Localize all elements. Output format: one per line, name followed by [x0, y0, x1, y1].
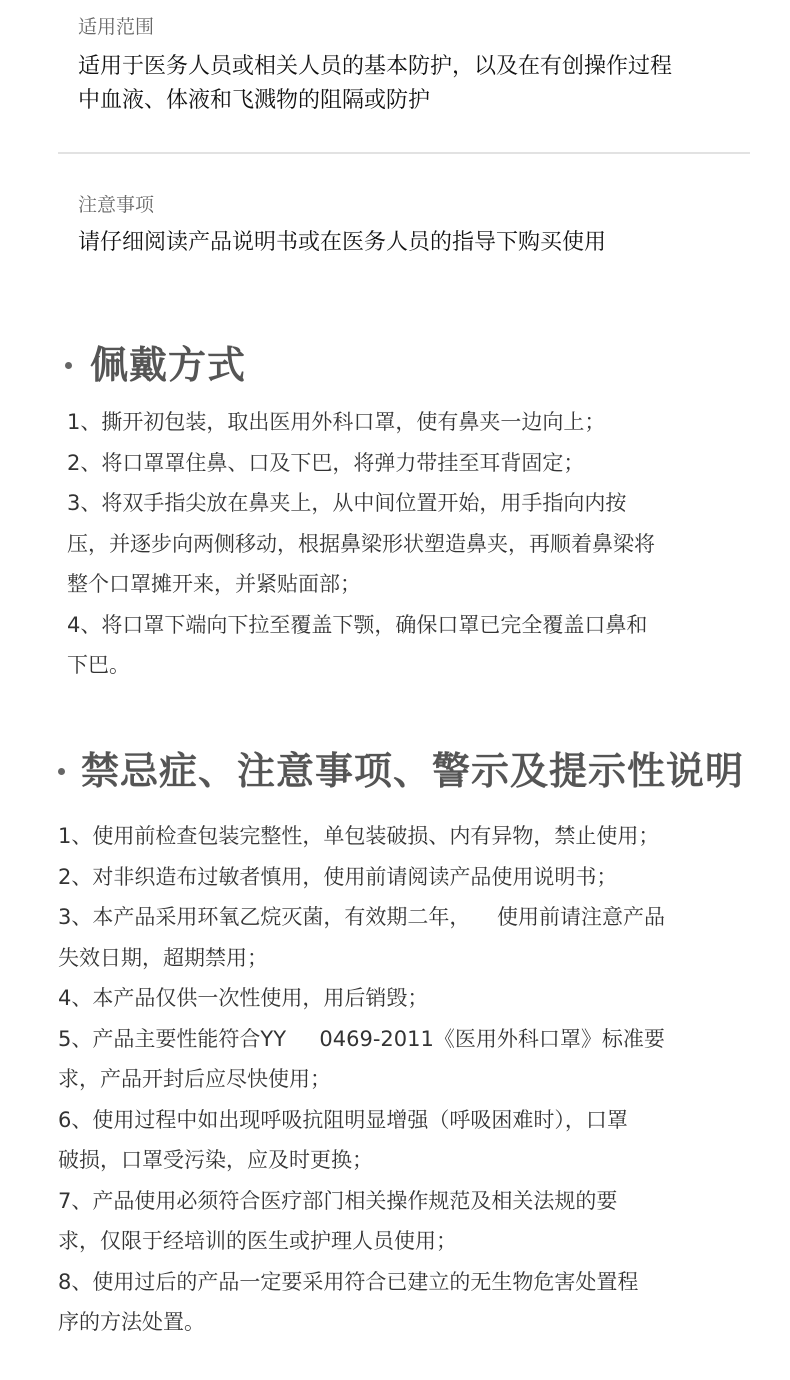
bullet-dot-icon	[65, 362, 72, 369]
list-item: 5、产品主要性能符合YY 0469-2011《医用外科口罩》标准要 求，产品开封后应尽快使用；	[58, 1026, 665, 1091]
usage-scope-label: 适用范围	[78, 16, 155, 38]
wearing-method-heading	[65, 341, 246, 389]
contraindications-title: 禁忌症、注意事项、警示及提示性说明	[81, 749, 745, 793]
notice-block	[78, 192, 758, 260]
list-item: 2、将口罩罩住鼻、口及下巴，将弹力带挂至耳背固定；	[67, 450, 585, 475]
list-item: 4、将口罩下端向下拉至覆盖下颚，确保口罩已完全覆盖口鼻和 下巴。	[67, 612, 648, 677]
usage-scope-text: 适用于医务人员或相关人员的基本防护，以及在有创操作过程 中血液、体液和飞溅物的阻隔或防护	[78, 54, 673, 113]
contraindications-list	[58, 816, 748, 1343]
section-divider	[58, 152, 750, 154]
notice-text: 请仔细阅读产品说明书或在医务人员的指导下购买使用	[78, 230, 607, 255]
bullet-dot-icon	[58, 768, 65, 775]
contraindications-heading	[58, 747, 744, 795]
wearing-steps-list	[67, 402, 747, 686]
list-item: 8、使用过后的产品一定要采用符合已建立的无生物危害处置程 序的方法处置。	[58, 1269, 639, 1334]
list-item: 1、使用前检查包装完整性，单包装破损、内有异物，禁止使用；	[58, 824, 660, 848]
notice-label: 注意事项	[78, 194, 155, 216]
list-item: 1、撕开初包装，取出医用外科口罩，使有鼻夹一边向上；	[67, 410, 606, 434]
list-item: 3、本产品采用环氧乙烷灭菌，有效期二年， 使用前请注意产品 失效日期，超期禁用；	[58, 905, 666, 970]
list-item: 6、使用过程中如出现呼吸抗阻明显增强（呼吸困难时），口罩 破损，口罩受污染，应及时更换；	[58, 1107, 628, 1172]
list-item: 2、对非织造布过敏者慎用，使用前请阅读产品使用说明书；	[58, 864, 618, 889]
list-item: 7、产品使用必须符合医疗部门相关操作规范及相关法规的要 求，仅限于经培训的医生或护理人员使用；	[58, 1188, 618, 1253]
list-item: 4、本产品仅供一次性使用，用后销毁；	[58, 986, 429, 1010]
list-item: 3、将双手指尖放在鼻夹上，从中间位置开始，用手指向内按 压，并逐步向两侧移动，根据鼻梁形状塑造鼻夹，再顺着鼻梁将 整个口罩摊开来，并紧贴面部；	[67, 491, 655, 596]
wearing-method-title: 佩戴方式	[90, 343, 247, 387]
usage-scope-block	[78, 14, 758, 118]
